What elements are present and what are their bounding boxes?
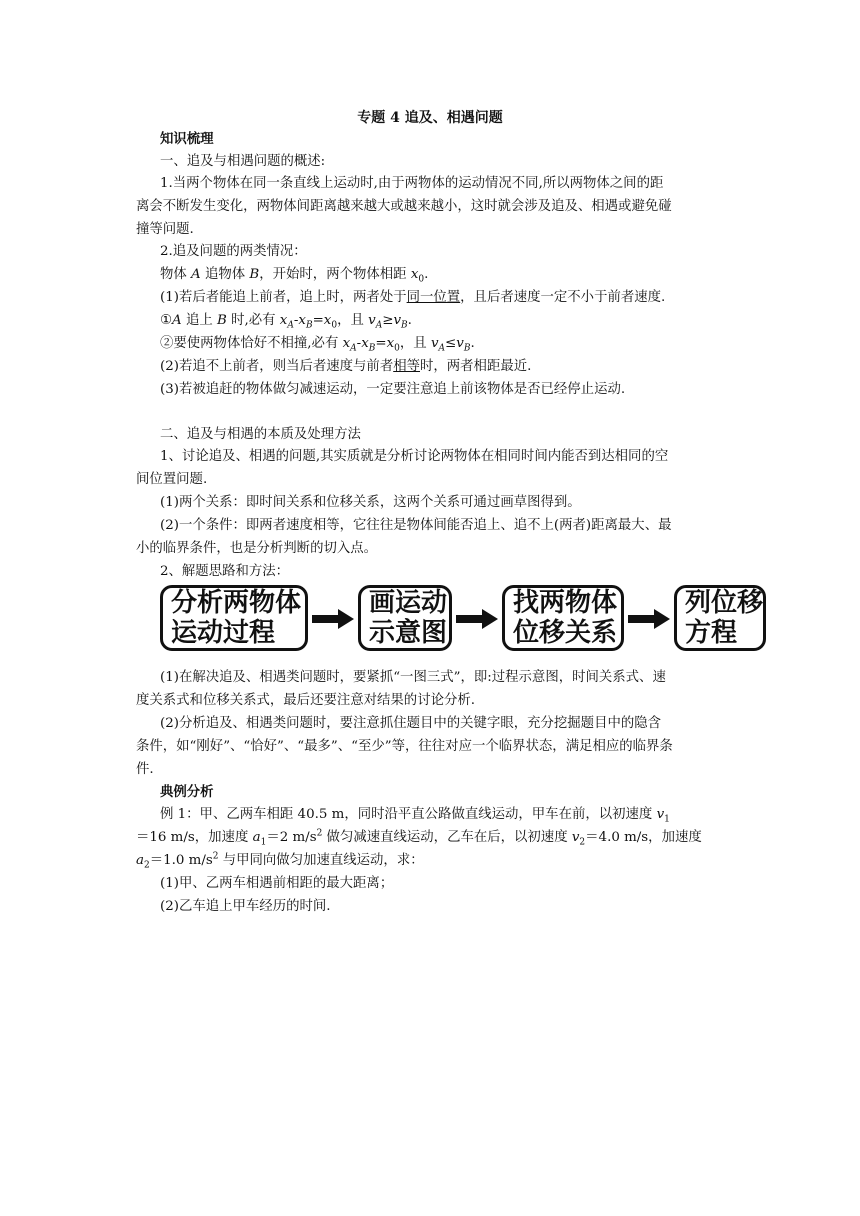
arrow-right-icon	[312, 609, 354, 629]
case-2: (2)若追不上前者，则当后者速度与前者相等时，两者相距最近.	[160, 359, 532, 374]
part1-heading: 一、追及与相遇问题的概述:	[160, 154, 326, 169]
example-1-question-1: (1)甲、乙两车相遇前相距的最大距离；	[160, 876, 394, 891]
flow-step-relation: 找两物体 位移关系	[502, 585, 624, 651]
method-1-line-2: 度关系式和位移关系式，最后还要注意对结果的讨论分析.	[136, 693, 476, 708]
paragraph-1-line-3: 撞等问题.	[136, 222, 194, 237]
point-1-b-line-2: 小的临界条件，也是分析判断的切入点。	[136, 541, 378, 556]
case-1: (1)若后者能追上前者，追上时，两者处于同一位置，且后者速度一定不小于前者速度.	[160, 290, 666, 305]
arrow-right-icon	[628, 609, 670, 629]
paragraph-1-line-2: 离会不断发生变化，两物体间距离越来越大或越来越小，这时就会涉及追及、相遇或避免碰	[136, 199, 672, 214]
point-1-line-1: 1、讨论追及、相遇的问题,其实质就是分析讨论两物体在相同时间内能否到达相同的空	[160, 449, 669, 464]
section-heading-examples: 典例分析	[160, 784, 214, 800]
paragraph-2-heading: 2.追及问题的两类情况：	[160, 244, 307, 259]
solution-flow-diagram	[160, 585, 770, 660]
paragraph-2-intro: 物体 A 追物体 B，开始时，两个物体相距 $x_0$.	[160, 267, 429, 285]
point-1-b-line-1: (2)一个条件：即两者速度相等，它往往是物体间能否追上、追不上(两者)距离最大、最	[160, 518, 672, 533]
point-1-line-2: 间位置问题.	[136, 472, 208, 487]
part2-heading: 二、追及与相遇的本质及处理方法	[160, 427, 361, 442]
section-heading-knowledge: 知识梳理	[160, 131, 214, 147]
flow-step-analyze: 分析两物体 运动过程	[160, 585, 308, 651]
case-3: (3)若被追赶的物体做匀减速运动，一定要注意追上前该物体是否已经停止运动.	[160, 382, 626, 397]
example-1-line-3: $a_2=1.0$ $m/s^2$ 与甲同向做匀加速直线运动，求：	[136, 851, 424, 871]
case-1-b: ②要使两物体恰好不相撞,必有 $x_A-x_B=x_0$，且 $v_A\le v_B$.	[160, 336, 475, 354]
method-2-line-1: (2)分析追及、相遇类问题时，要注意抓住题目中的关键字眼，充分挖掘题目中的隐含	[160, 716, 662, 731]
flow-step-sketch: 画运动 示意图	[358, 585, 452, 651]
example-1-line-2: ＝16 m/s，加速度 $a_1=2$ $m/s^2$ 做匀减速直线运动，乙车在后，以初速度 $v_2=4.0$ m/s，加速度	[136, 828, 702, 848]
case-1-a: ①A 追上 B 时,必有 $x_A-x_B=x_0$，且 $v_A\ge v_B$.	[160, 313, 412, 331]
point-2-heading: 2、解题思路和方法：	[160, 564, 290, 579]
point-1-a: (1)两个关系：即时间关系和位移关系，这两个关系可通过画草图得到。	[160, 495, 581, 510]
example-1-question-2: (2)乙车追上甲车经历的时间.	[160, 899, 331, 914]
method-2-line-2: 条件，如“刚好”、“恰好”、“最多”、“至少”等，往往对应一个临界状态，满足相应的临界条	[136, 739, 673, 754]
page-title: 专题 4 追及、相遇问题	[357, 110, 503, 126]
arrow-right-icon	[456, 609, 498, 629]
paragraph-1-line-1: 1.当两个物体在同一条直线上运动时,由于两物体的运动情况不同,所以两物体之间的距	[160, 176, 664, 191]
example-1-line-1: 例 1：甲、乙两车相距 40.5 m，同时沿平直公路做直线运动，甲车在前，以初速度 $v_1$	[160, 807, 670, 825]
flow-step-equation: 列位移 方程	[674, 585, 766, 651]
method-1-line-1: (1)在解决追及、相遇类问题时，要紧抓“一图三式”，即:过程示意图，时间关系式、速	[160, 670, 666, 685]
method-2-line-3: 件.	[136, 762, 154, 777]
